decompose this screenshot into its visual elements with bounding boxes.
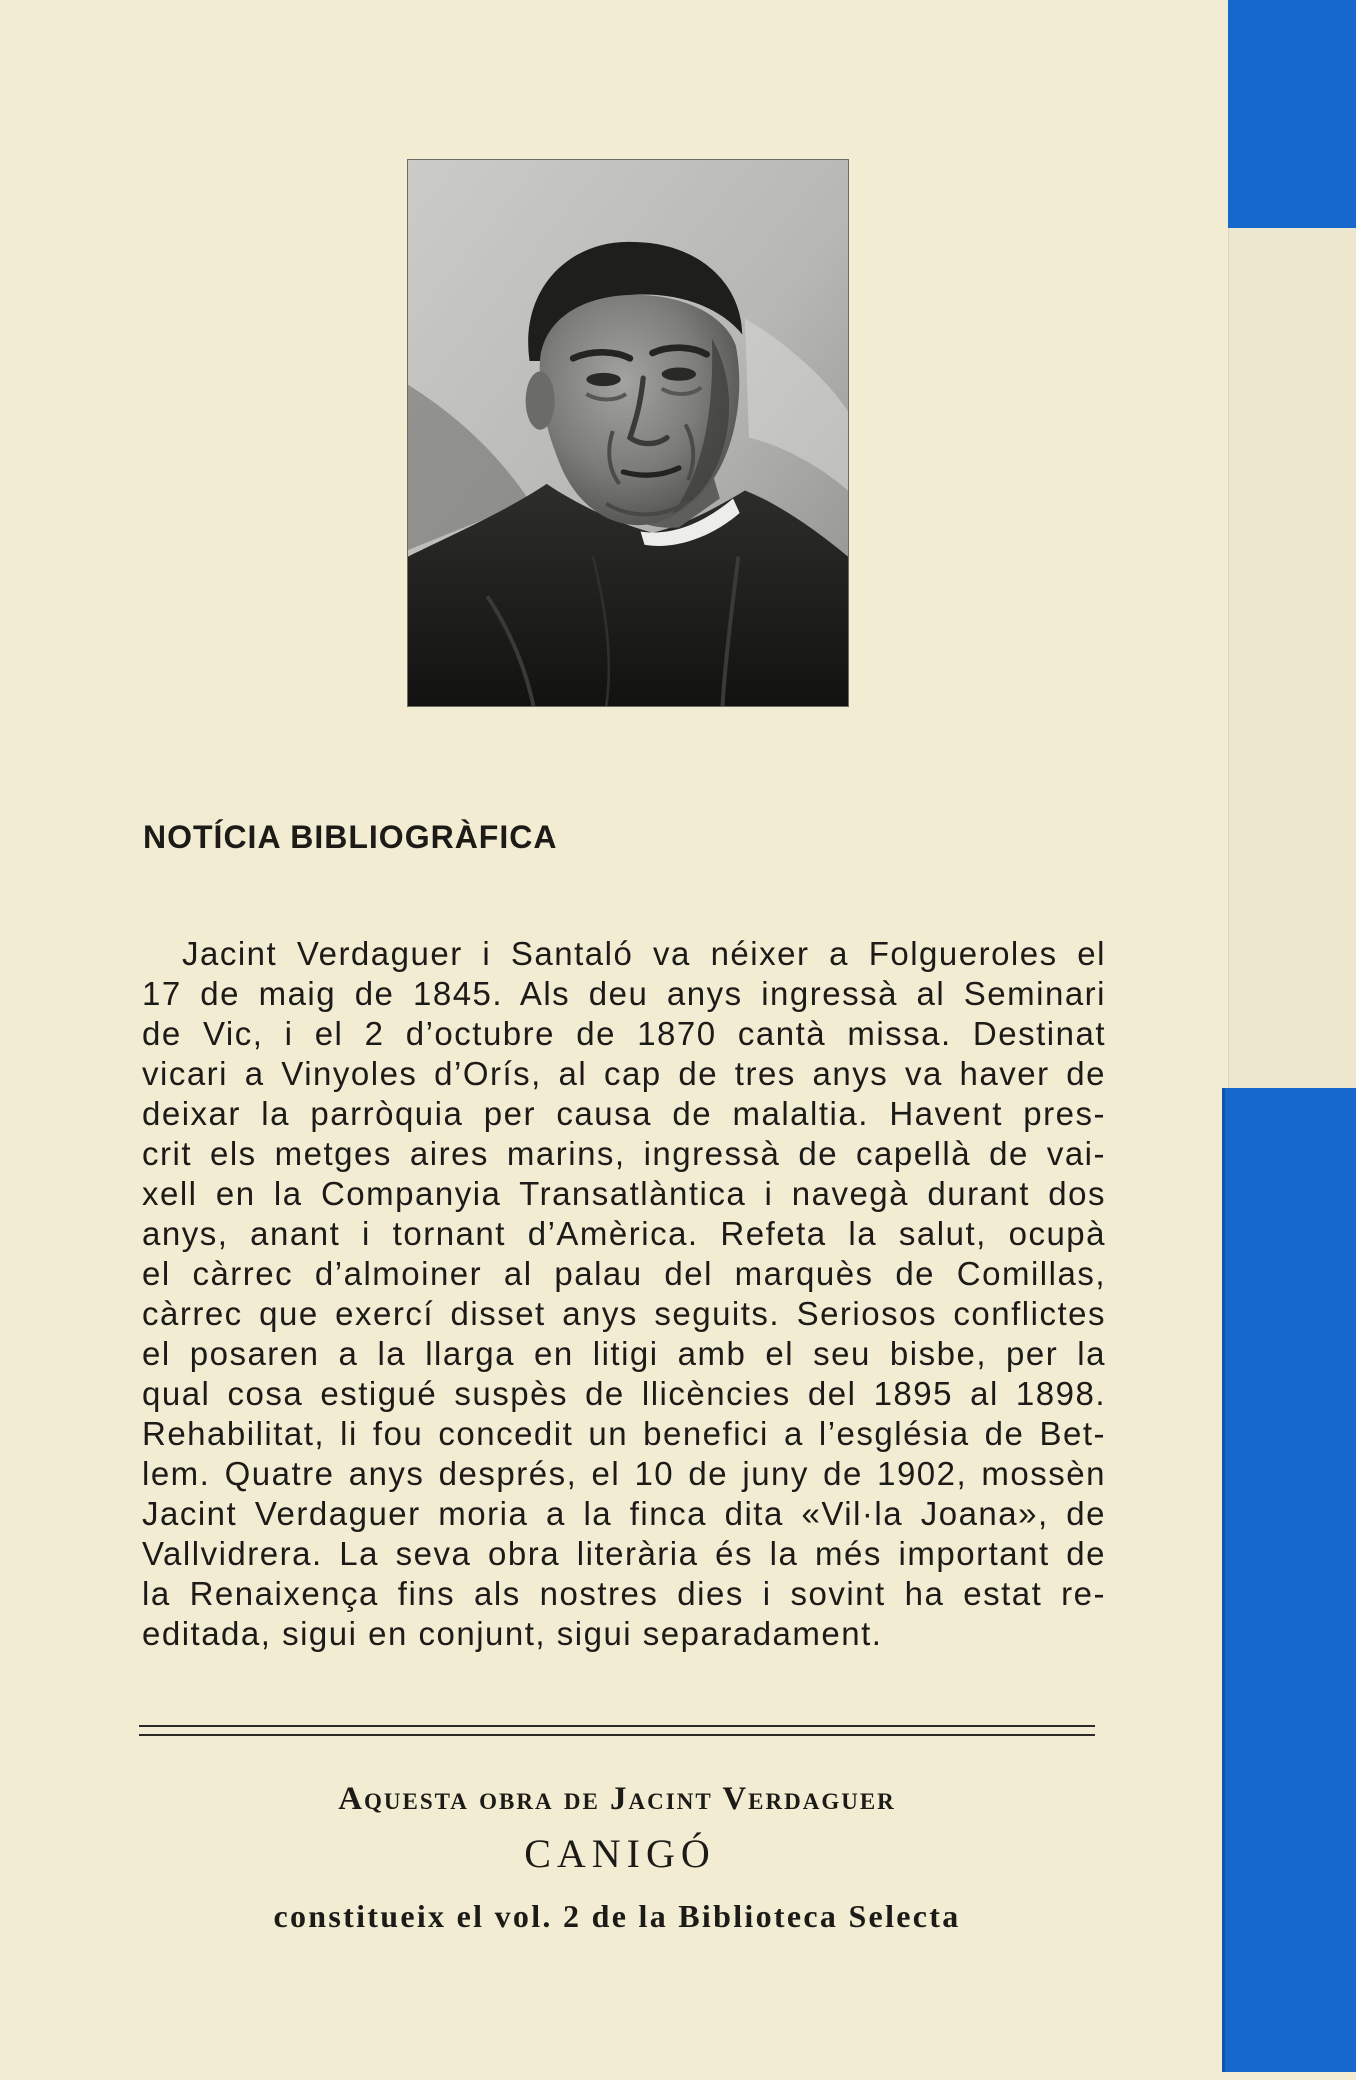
body-line: Jacint Verdaguer i Santaló va néixer a Folgueroles el bbox=[182, 935, 1106, 972]
body-line: el càrrec d’almoiner al palau del marquès de Comillas, bbox=[142, 1255, 1106, 1292]
body-line: 17 de maig de 1845. Als deu anys ingressà al Seminari bbox=[142, 975, 1106, 1012]
book-title: CANIGÓ bbox=[524, 1831, 716, 1876]
body-line: crit els metges aires marins, ingressà de capellà de vai- bbox=[142, 1135, 1106, 1172]
portrait-photo bbox=[407, 159, 849, 707]
double-rule-lower bbox=[139, 1734, 1095, 1736]
double-rule-upper bbox=[139, 1725, 1095, 1727]
body-line: Vallvidrera. La seva obra literària és la més important de bbox=[142, 1535, 1106, 1572]
body-line: anys, anant i tornant d’Amèrica. Refeta la salut, ocupà bbox=[142, 1215, 1106, 1252]
section-heading: NOTÍCIA BIBLIOGRÀFICA bbox=[143, 819, 558, 855]
colophon-series-line: Aquesta obra de Jacint Verdaguer bbox=[338, 1781, 896, 1817]
body-line: el posaren a la llarga en litigi amb el seu bisbe, per la bbox=[142, 1335, 1106, 1372]
colophon-volume-line: constitueix el vol. 2 de la Biblioteca Selecta bbox=[273, 1898, 961, 1934]
body-line: càrrec que exercí disset anys seguits. Seriosos conflictes bbox=[142, 1295, 1106, 1332]
body-line: Rehabilitat, li fou concedit un benefici a l’església de Bet- bbox=[142, 1415, 1106, 1452]
spine-edge-blue-top bbox=[1228, 0, 1356, 228]
body-line: editada, sigui en conjunt, sigui separadament. bbox=[142, 1615, 883, 1652]
spine-edge-cream bbox=[1228, 228, 1356, 1088]
portrait-image bbox=[408, 160, 848, 706]
body-line: lem. Quatre anys després, el 10 de juny de 1902, mossèn bbox=[142, 1455, 1106, 1492]
body-line: vicari a Vinyoles d’Orís, al cap de tres anys va haver de bbox=[142, 1055, 1106, 1092]
spine-edge-blue-bottom bbox=[1222, 1088, 1356, 2072]
body-line: qual cosa estigué suspès de llicències del 1895 al 1898. bbox=[142, 1375, 1106, 1412]
body-line: Jacint Verdaguer moria a la finca dita «Vil·la Joana», de bbox=[142, 1495, 1106, 1532]
body-line: xell en la Companyia Transatlàntica i navegà durant dos bbox=[142, 1175, 1106, 1212]
body-line: deixar la parròquia per causa de malaltia. Havent pres- bbox=[142, 1095, 1106, 1132]
body-line: la Renaixença fins als nostres dies i sovint ha estat re- bbox=[142, 1575, 1106, 1612]
body-line: de Vic, i el 2 d’octubre de 1870 cantà missa. Destinat bbox=[142, 1015, 1106, 1052]
biography-paragraph bbox=[142, 934, 1106, 1654]
